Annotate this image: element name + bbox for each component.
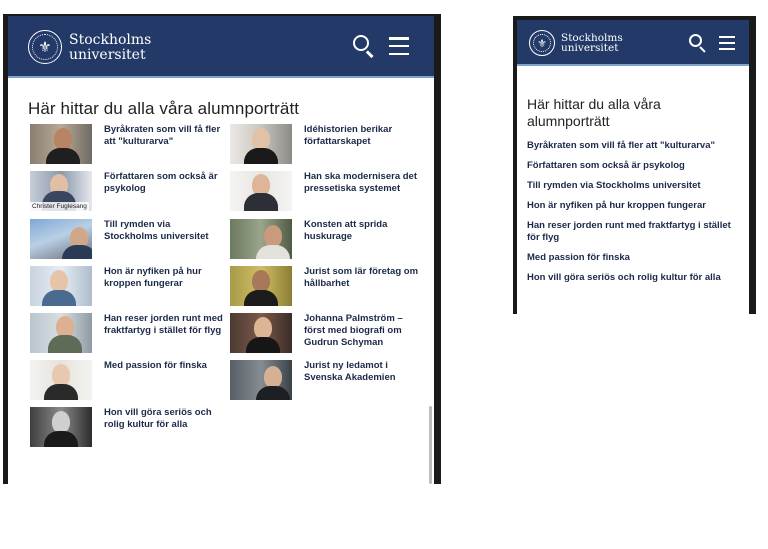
hamburger-menu-icon[interactable] (719, 36, 735, 50)
portrait-card[interactable] (30, 124, 224, 164)
portrait-thumbnail[interactable] (230, 124, 292, 164)
right-phone-frame (513, 16, 756, 314)
portrait-card[interactable] (230, 313, 424, 353)
portrait-thumbnail[interactable] (30, 266, 92, 306)
list-item[interactable]: Han reser jorden runt med fraktfartyg i stället för flyg (527, 220, 731, 243)
university-seal-icon: ⚜ (28, 30, 62, 64)
portrait-link[interactable]: Han ska modernisera det pressetiska systemet (304, 171, 417, 194)
portrait-link[interactable]: Med passion för finska (104, 360, 207, 371)
list-item[interactable]: Till rymden via Stockholms universitet (527, 180, 701, 191)
list-item[interactable]: Hon är nyfiken på hur kroppen fungerar (527, 200, 706, 211)
list-item[interactable]: Med passion för finska (527, 252, 630, 263)
portrait-card[interactable] (30, 266, 224, 306)
logo-line-2: universitet (561, 42, 619, 54)
portrait-link[interactable]: Konsten att sprida huskurage (304, 219, 388, 242)
portrait-thumbnail[interactable] (30, 313, 92, 353)
portrait-link[interactable]: Författaren som också är psykolog (104, 171, 218, 194)
right-phone-screen (517, 20, 749, 314)
site-header (517, 20, 749, 66)
site-header (8, 16, 434, 78)
page-title: Här hittar du alla våra alumnporträtt (527, 96, 661, 129)
portrait-thumbnail[interactable] (230, 360, 292, 400)
portrait-link[interactable]: Hon vill göra seriös och rolig kultur för alla (104, 407, 212, 430)
portrait-link[interactable]: Johanna Palmström – först med biografi om Gudrun Schyman (304, 313, 403, 348)
header-actions (353, 35, 409, 57)
list-item[interactable]: Författaren som också är psykolog (527, 160, 685, 171)
portrait-link-list (527, 140, 742, 292)
header-actions (689, 34, 735, 52)
university-logo[interactable] (529, 30, 623, 56)
portrait-link[interactable]: Idéhistorien berikar författarskapet (304, 124, 393, 147)
portrait-link[interactable]: Hon är nyfiken på hur kroppen fungerar (104, 266, 202, 289)
portrait-thumbnail[interactable] (30, 171, 92, 211)
portrait-card[interactable] (230, 266, 424, 306)
portrait-card[interactable] (30, 407, 224, 447)
portrait-thumbnail[interactable] (230, 313, 292, 353)
logo-line-2: universitet (69, 46, 146, 63)
portrait-thumbnail[interactable] (30, 219, 92, 259)
university-seal-icon: ⚜ (529, 30, 555, 56)
university-logo[interactable] (28, 30, 151, 64)
portrait-card[interactable] (30, 171, 224, 211)
portrait-link[interactable]: Byråkraten som vill få fler att "kulturarva" (104, 124, 221, 147)
portrait-thumbnail[interactable] (230, 266, 292, 306)
portrait-thumbnail[interactable] (230, 219, 292, 259)
portrait-card[interactable] (30, 219, 224, 259)
logo-line-1: Stockholms (69, 31, 152, 48)
portrait-link[interactable]: Till rymden via Stockholms universitet (104, 219, 209, 242)
list-item[interactable]: Byråkraten som vill få fler att "kulturarva" (527, 140, 715, 151)
portrait-thumbnail[interactable] (30, 360, 92, 400)
portrait-card[interactable] (230, 124, 424, 164)
portrait-card[interactable] (230, 360, 424, 400)
portrait-thumbnail[interactable] (30, 124, 92, 164)
photo-credit: Christer Fuglesang (32, 203, 87, 210)
portrait-link[interactable]: Han reser jorden runt med fraktfartyg i stället för flyg (104, 313, 223, 336)
search-icon[interactable] (689, 34, 707, 52)
left-phone-frame (3, 14, 441, 484)
left-phone-screen (8, 16, 434, 484)
portrait-card[interactable] (230, 171, 424, 211)
portrait-thumbnail[interactable] (230, 171, 292, 211)
logo-line-1: Stockholms (561, 31, 623, 44)
portrait-card[interactable] (230, 219, 424, 259)
list-item[interactable]: Hon vill göra seriös och rolig kultur för alla (527, 272, 721, 283)
portrait-link[interactable]: Jurist ny ledamot i Svenska Akademien (304, 360, 396, 383)
portrait-thumbnail[interactable] (30, 407, 92, 447)
hamburger-menu-icon[interactable] (389, 37, 409, 55)
portrait-card[interactable] (30, 313, 224, 353)
portrait-card[interactable] (30, 360, 224, 400)
page-title: Här hittar du alla våra alumnporträtt (28, 99, 300, 118)
search-icon[interactable] (353, 35, 375, 57)
portrait-link[interactable]: Jurist som lär företag om hållbarhet (304, 266, 419, 289)
scrollbar[interactable] (429, 406, 432, 484)
